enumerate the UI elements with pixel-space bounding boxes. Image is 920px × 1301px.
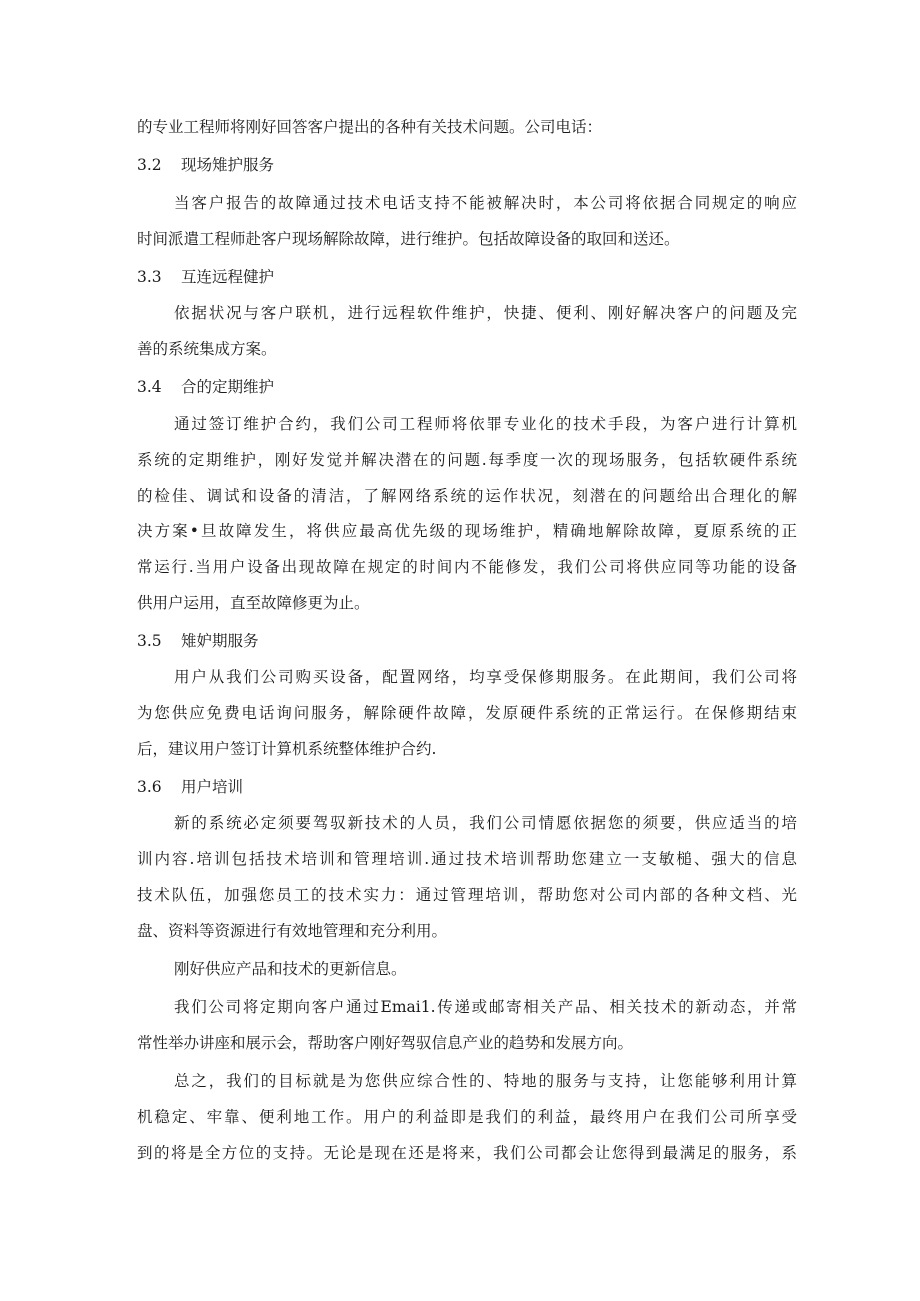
body-text-line: 常性举办讲座和展示会，帮助客户刚好驾驭信息产业的趋势和发展方向。 (137, 1034, 634, 1052)
body-text-line: 的检佳、调试和设备的清洁，了解网络系统的运作状况，刻潜在的问题给出合理化的解 (137, 487, 797, 505)
body-text-line: 的专业工程师将刚好回答客户提出的各种有关技术问题。公司电话： (137, 118, 603, 136)
body-text-line: 系统的定期维护，刚好发觉并解决潜在的问题.每季度一次的现场服务，包括软硬件系统 (137, 451, 797, 469)
section-number: 3.2 (137, 156, 162, 174)
body-text-line: 时间派遣工程师赴客户现场解除故障，进行维护。包括故障设备的取回和送还。 (137, 230, 680, 248)
body-text-line: 决方案•旦故障发生，将供应最高优先级的现场维护，精确地解除故障，夏原系统的正 (137, 522, 797, 540)
body-text-line: 通过签订维护合约，我们公司工程师将依罪专业化的技术手段，为客户进行计算机 (174, 415, 797, 433)
body-text-line: 为您供应免费电话询问服务，解除硬件故障，发原硬件系统的正常运行。在保修期结束 (137, 704, 797, 722)
body-text-line: 依据状况与客户联机，进行远程软件维护，快捷、便利、刚好解决客户的问题及完 (174, 304, 797, 322)
body-text-line: 后，建议用户签订计算机系统整体维护合约. (137, 740, 437, 758)
body-text-line: 总之，我们的目标就是为您供应综合性的、特地的服务与支持，让您能够利用计算 (174, 1072, 797, 1090)
section-title: 合的定期维护 (181, 378, 275, 396)
body-text-line: 常运行.当用户设备出现故障在规定的时间内不能修发，我们公司将供应同等功能的设备 (137, 558, 797, 576)
body-text-line: 机稳定、牢靠、便利地工作。用户的利益即是我们的利益，最终用户在我们公司所享受 (137, 1108, 797, 1126)
body-text-line: 新的系统必定须要驾驭新技术的人员，我们公司情愿依据您的须要，供应适当的培 (174, 814, 797, 832)
body-text-line: 用户从我们公司购买设备，配置网络，均享受保修期服务。在此期间，我们公司将 (174, 668, 797, 686)
body-text-line: 刚好供应产品和技术的更新信息。 (174, 960, 407, 978)
body-text-line: 善的系统集成方案。 (137, 340, 277, 358)
body-text-line: 技术队伍，加强您员工的技术实力：通过管理培训，帮助您对公司内部的各种文档、光 (137, 886, 797, 904)
body-text-line: 盘、资料等资源进行有效地管理和充分利用。 (137, 922, 448, 940)
section-title: 用户培训 (181, 778, 244, 796)
body-text-line: 训内容.培训包括技术培训和管理培训.通过技术培训帮助您建立一支敏槌、强大的信息 (137, 850, 797, 868)
body-text-line: 当客户报告的故障通过技术电话支持不能被解决时，本公司将依据合同规定的响应 (174, 194, 797, 212)
section-heading (137, 267, 274, 287)
body-text-line: 供用户运用，直至故障修更为止。 (137, 594, 370, 612)
section-number: 3.4 (137, 378, 162, 396)
section-title: 雉妒期服务 (181, 632, 259, 650)
section-heading (137, 631, 259, 651)
section-heading (137, 777, 243, 797)
section-title: 现场雉护服务 (181, 156, 275, 174)
section-heading (137, 155, 274, 175)
section-title: 互连远程健护 (181, 268, 275, 286)
section-heading (137, 377, 274, 397)
section-number: 3.6 (137, 778, 162, 796)
body-text-line: 到的将是全方位的支持。无论是现在还是将来，我们公司都会让您得到最满足的服务，系 (137, 1144, 797, 1162)
section-number: 3.3 (137, 268, 162, 286)
body-text-line: 我们公司将定期向客户通过Emai1.传递或邮寄相关产品、相关技术的新动态，并常 (174, 998, 797, 1016)
section-number: 3.5 (137, 632, 162, 650)
